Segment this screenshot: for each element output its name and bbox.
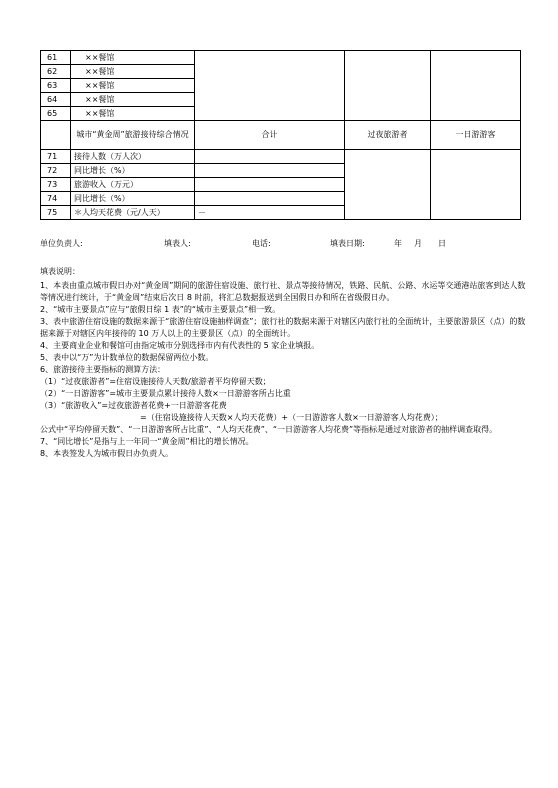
phone-label: 电话:: [252, 239, 271, 248]
row-name: 旅游收入（万元）: [71, 178, 195, 192]
row-name: ××餐馆: [71, 79, 195, 93]
row-name: ××餐馆: [71, 107, 195, 121]
row-number: 75: [41, 206, 71, 220]
formula-line: （1）“过夜旅游者”=住宿设施接待人天数/旅游者平均停留天数；: [40, 377, 271, 386]
header-day-trip: 一日游游客: [431, 121, 521, 150]
instruction-item: 8、本表签发人为城市假日办负责人。: [40, 449, 174, 458]
instruction-item: 7、“同比增长”是指与上一年同一“黄金周”相比的增长情况。: [40, 437, 254, 446]
value-cell: [195, 150, 345, 164]
header-total: 合计: [195, 121, 345, 150]
row-number: 64: [41, 93, 71, 107]
row-number: 65: [41, 107, 71, 121]
row-name: ××餐馆: [71, 93, 195, 107]
day-label: 日: [438, 239, 446, 248]
row-number: 63: [41, 79, 71, 93]
row-name: ××餐馆: [71, 51, 195, 65]
summary-header-row: [41, 121, 521, 150]
blank-cell: [41, 121, 71, 150]
instructions-title: 填表说明：: [40, 267, 80, 276]
value-cell: [195, 51, 345, 121]
formula-continuation: =（住宿设施接待人天数×人均天花费）+（一日游游客人数×一日游游客人均花费）；: [140, 413, 443, 422]
row-number: 71: [41, 150, 71, 164]
value-cell: [195, 164, 345, 178]
row-name: 同比增长（%）: [71, 164, 195, 178]
value-cell: －: [195, 206, 345, 220]
filler-label: 填表人:: [164, 239, 191, 248]
value-cell: [431, 150, 521, 220]
table-row: [41, 51, 521, 65]
instruction-item: 1、本表由重点城市假日办对“黄金周”期间的旅游住宿设施、旅行社、景点等接待情况，铁路、民航、公路、水运等交通港站旅客到达人数等情况进行统计，于“黄金周”结束后次日 8 时前，将汇总数据报送到全国假日办和所在省级假日办。: [40, 281, 526, 302]
header-overnight: 过夜旅游者: [345, 121, 431, 150]
value-cell: [345, 51, 431, 121]
year-label: 年: [394, 239, 402, 248]
instruction-item: 4、主要商业企业和餐馆可由指定城市分别选择市内有代表性的 5 家企业填报。: [40, 341, 320, 350]
unit-head-label: 单位负责人:: [40, 239, 83, 248]
row-number: 61: [41, 51, 71, 65]
row-name: 同比增长（%）: [71, 192, 195, 206]
formula-line: （2）“一日游游客”=城市主要景点累计接待人数×一日游游客所占比重: [40, 389, 291, 398]
row-number: 74: [41, 192, 71, 206]
month-label: 月: [414, 239, 422, 248]
row-number: 72: [41, 164, 71, 178]
value-cell: [431, 51, 521, 121]
header-summary: 城市“黄金周”旅游接待综合情况: [71, 121, 195, 150]
formula-note: 公式中“平均停留天数”、“一日游游客所占比重”、“人均天花费”、“一日游游客人均花费”等指标是通过对旅游者的抽样调查取得。: [40, 425, 498, 434]
row-number: 62: [41, 65, 71, 79]
value-cell: [195, 192, 345, 206]
table-row: [41, 150, 521, 164]
row-number: 73: [41, 178, 71, 192]
value-cell: [345, 150, 431, 220]
instruction-item: 3、表中旅游住宿设施的数据来源于“旅游住宿设施抽样调查”；旅行社的数据来源于对辖区内旅行社的全面统计，主要旅游景区（点）的数据来源于对辖区内年接待的 10 万人以上的主要景区（点）的全面统计。: [40, 317, 526, 338]
row-name: 接待人数（万人次）: [71, 150, 195, 164]
instruction-item: 2、“城市主要景点”应与“旅假日综 1 表”的“城市主要景点”相一致。: [40, 305, 281, 314]
instruction-item: 6、旅游接待主要指标的测算方法：: [40, 365, 166, 374]
row-name: ＊人均天花费（元/人天）: [71, 206, 195, 220]
instruction-item: 5、表中以“万”为计数单位的数据保留两位小数。: [40, 353, 214, 362]
row-name: ××餐馆: [71, 65, 195, 79]
holiday-statistics-table: [40, 50, 521, 220]
formula-line: （3）“旅游收入”=过夜旅游者花费+一日游游客花费: [40, 401, 227, 410]
fill-instructions: [40, 266, 526, 460]
value-cell: [195, 178, 345, 192]
fill-date-label: 填表日期:: [330, 239, 365, 248]
